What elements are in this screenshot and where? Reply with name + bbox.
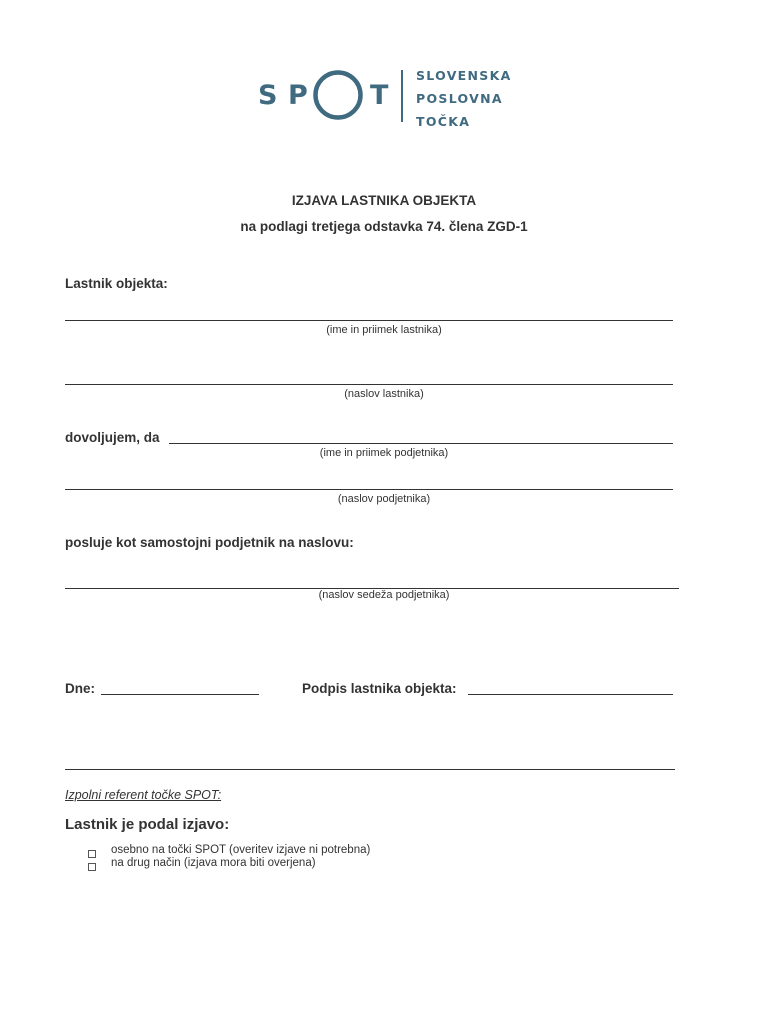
referent-note: Izpolni referent točke SPOT: (65, 788, 222, 802)
owner-name-caption: (ime in priimek lastnika) (326, 324, 442, 336)
entrepreneur-name-caption: (ime in priimek podjetnika) (319, 447, 449, 459)
entrepreneur-address-caption: (naslov podjetnika) (337, 493, 431, 505)
spot-logo (258, 64, 518, 129)
entrepreneur-address-field[interactable] (65, 489, 673, 490)
entrepreneur-name-field[interactable] (169, 443, 673, 444)
document-subtitle: na podlagi tretjega odstavka 74. člena ZGD-1 (240, 219, 528, 234)
owner-label: Lastnik objekta: (65, 276, 168, 291)
option-label: na drug način (izjava mora biti overjena) (111, 857, 316, 869)
logo-subtitle-line: POSLOVNA (416, 91, 503, 106)
owner-address-field[interactable] (65, 384, 673, 385)
option-row (88, 858, 96, 876)
option-checkbox[interactable] (88, 863, 96, 871)
date-label: Dne: (65, 681, 95, 696)
business-seat-caption: (naslov sedeža podjetnika) (318, 589, 450, 601)
business-label: posluje kot samostojni podjetnik na naslovu: (65, 535, 354, 550)
date-field[interactable] (101, 694, 259, 695)
separator-line (65, 769, 675, 770)
owner-address-caption: (naslov lastnika) (344, 388, 424, 400)
logo-letter-p: P (288, 80, 308, 111)
permit-label: dovoljujem, da (65, 430, 160, 445)
logo-letter-t: T (370, 80, 389, 111)
logo-subtitle-line: TOČKA (416, 114, 471, 129)
signature-label: Podpis lastnika objekta: (302, 681, 457, 696)
option-label: osebno na točki SPOT (overitev izjave ni potrebna) (111, 844, 371, 856)
logo-letter-s: S (258, 80, 281, 111)
document-title: IZJAVA LASTNIKA OBJEKTA (291, 193, 477, 208)
logo-circle-icon (312, 69, 364, 121)
option-checkbox[interactable] (88, 850, 96, 858)
logo-subtitle (416, 64, 512, 133)
owner-name-field[interactable] (65, 320, 673, 321)
signature-field[interactable] (468, 694, 673, 695)
logo-subtitle-line: SLOVENSKA (416, 68, 512, 83)
referent-heading: Lastnik je podal izjavo: (65, 816, 230, 833)
logo-divider (401, 70, 403, 122)
